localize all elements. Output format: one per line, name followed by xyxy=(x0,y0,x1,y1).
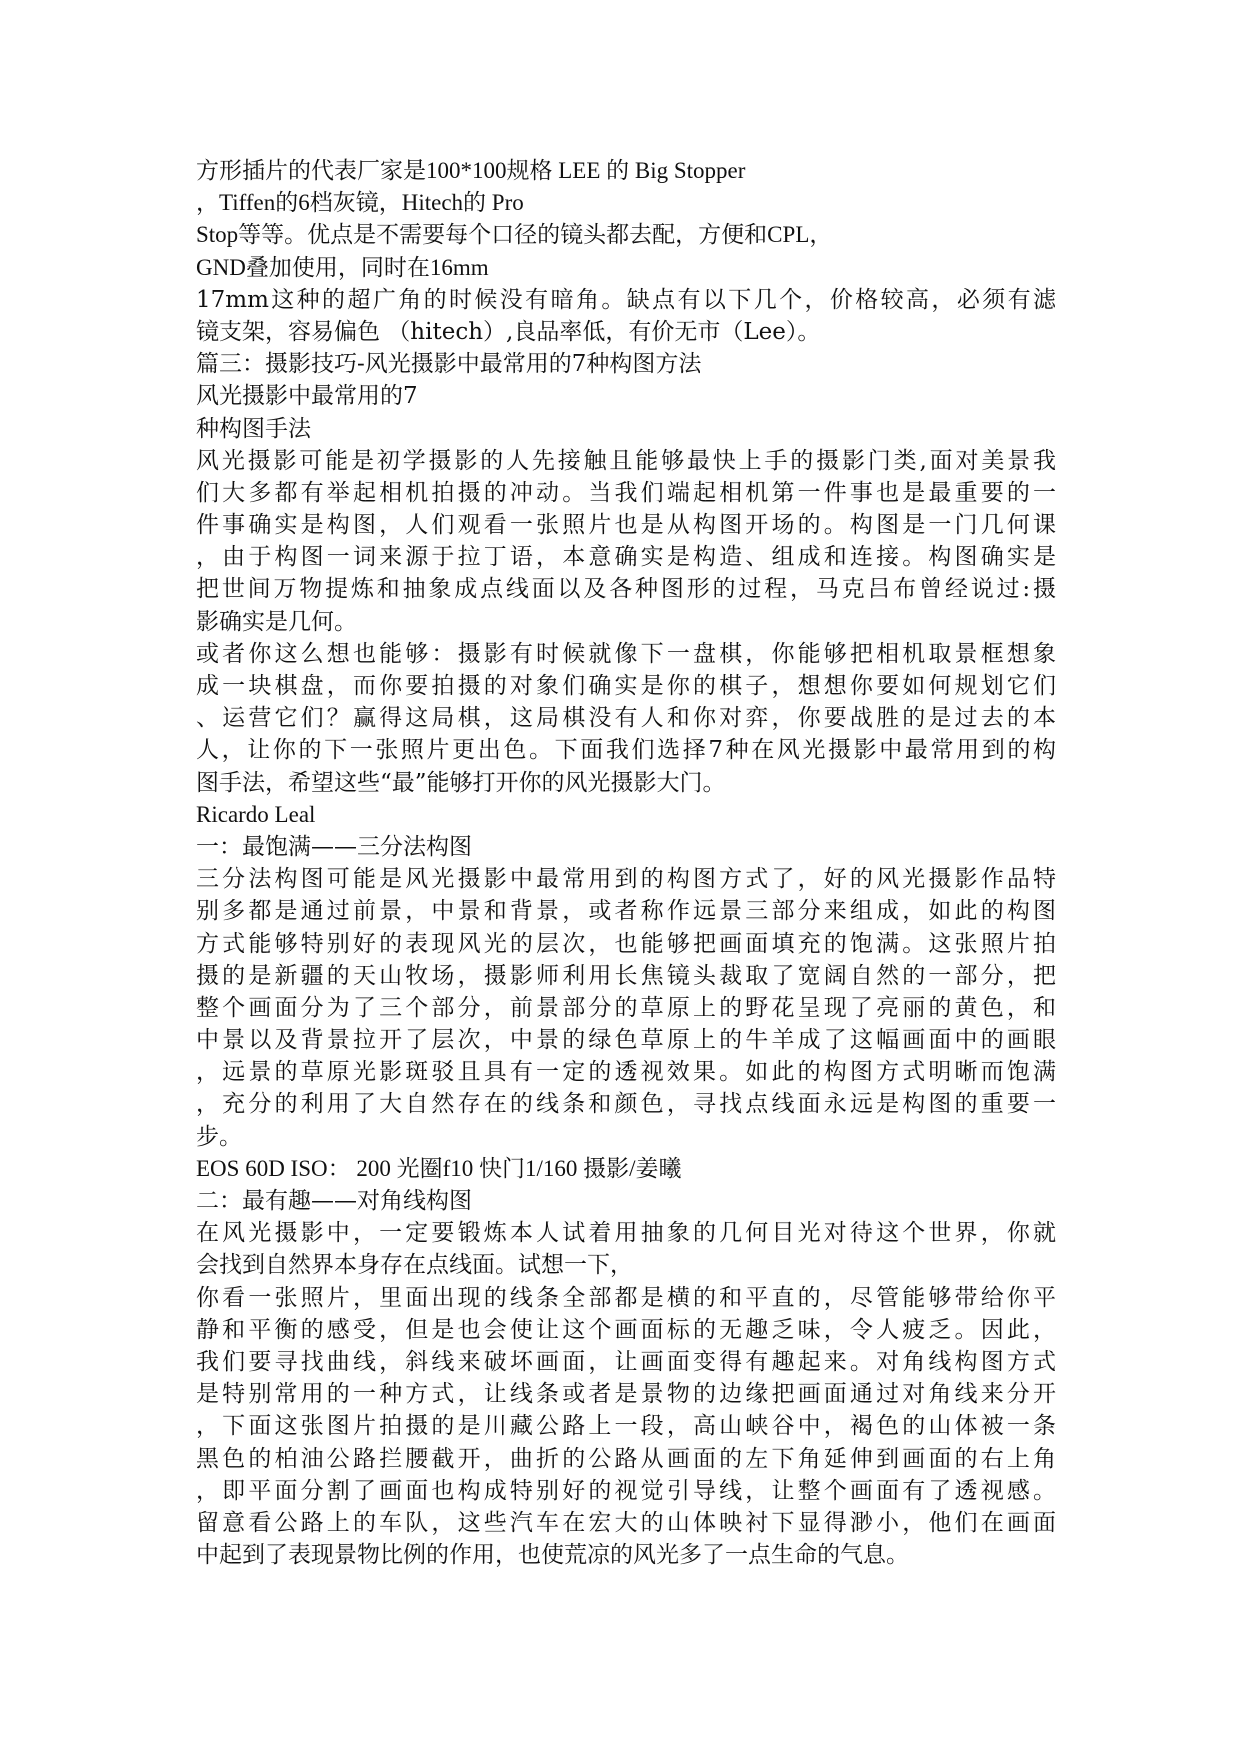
text-line: 黑色的柏油公路拦腰截开，曲折的公路从画面的左下角延伸到画面的右上角 xyxy=(196,1445,1056,1472)
text-line: 是特别常用的一种方式，让线条或者是景物的边缘把画面通过对角线来分开 xyxy=(196,1381,1056,1408)
text-line: 镜支架，容易偏色 （hitech）,良品率低，有价无市（Lee）。 xyxy=(196,318,821,345)
text-line: 风光摄影可能是初学摄影的人先接触且能够最快上手的摄影门类,面对美景我 xyxy=(196,447,1056,474)
text-line: 中景以及背景拉开了层次，中景的绿色草原上的牛羊成了这幅画面中的画眼 xyxy=(196,1027,1056,1054)
text-line: 17mm这种的超广角的时候没有暗角。缺点有以下几个，价格较高，必须有滤 xyxy=(196,286,1056,313)
text-line: 影确实是几何。 xyxy=(196,608,357,635)
text-line: ，充分的利用了大自然存在的线条和颜色，寻找点线面永远是构图的重要一 xyxy=(196,1091,1056,1118)
text-line: 件事确实是构图，人们观看一张照片也是从构图开场的。构图是一门几何课 xyxy=(196,512,1056,539)
text-line: 把世间万物提炼和抽象成点线面以及各种图形的过程，马克吕布曾经说过:摄 xyxy=(196,576,1056,603)
text-line: Stop等等。优点是不需要每个口径的镜头都去配，方便和CPL， xyxy=(196,222,833,248)
text-line: 中起到了表现景物比例的作用，也使荒凉的风光多了一点生命的气息。 xyxy=(196,1542,909,1569)
text-line: 方形插片的代表厂家是100*100规格 LEE 的 Big Stopper xyxy=(196,158,746,183)
text-line: 静和平衡的感受，但是也会使让这个画面标的无趣乏味，令人疲乏。因此， xyxy=(196,1316,1056,1343)
text-line: 人，让你的下一张照片更出色。下面我们选择7种在风光摄影中最常用到的构 xyxy=(196,737,1056,764)
text-line: 步。 xyxy=(196,1123,242,1150)
text-line: 种构图手法 xyxy=(196,415,311,442)
text-line: Ricardo Leal xyxy=(196,801,316,827)
text-line: 成一块棋盘，而你要拍摄的对象们确实是你的棋子，想想你要如何规划它们 xyxy=(196,673,1056,699)
text-line: 们大多都有举起相机拍摄的冲动。当我们端起相机第一件事也是最重要的一 xyxy=(196,479,1056,506)
text-line: 或者你这么想也能够：摄影有时候就像下一盘棋，你能够把相机取景框想象 xyxy=(196,640,1056,667)
section-heading: 篇三：摄影技巧-风光摄影中最常用的7种构图方法 xyxy=(196,351,702,378)
section-heading: 二：最有趣——对角线构图 xyxy=(196,1188,472,1214)
text-line: ，下面这张图片拍摄的是川藏公路上一段，高山峡谷中，褐色的山体被一条 xyxy=(196,1413,1056,1440)
text-line: 留意看公路上的车队，这些汽车在宏大的山体映衬下显得渺小，他们在画面 xyxy=(196,1509,1056,1536)
document-body xyxy=(196,155,1056,1571)
text-line: 、运营它们？赢得这局棋，这局棋没有人和你对弈，你要战胜的是过去的本 xyxy=(196,705,1056,732)
text-line: 会找到自然界本身存在点线面。试想一下， xyxy=(196,1252,633,1279)
text-line: 图手法，希望这些“最”能够打开你的风光摄影大门。 xyxy=(196,769,726,796)
text-line: 风光摄影中最常用的7 xyxy=(196,383,418,410)
text-line: 方式能够特别好的表现风光的层次，也能够把画面填充的饱满。这张照片拍 xyxy=(196,930,1056,957)
text-line: ，由于构图一词来源于拉丁语，本意确实是构造、组成和连接。构图确实是 xyxy=(196,544,1056,571)
text-line: ，远景的草原光影斑驳且具有一定的透视效果。如此的构图方式明晰而饱满 xyxy=(196,1059,1056,1086)
text-line: 你看一张照片，里面出现的线条全部都是横的和平直的，尽管能够带给你平 xyxy=(196,1284,1056,1311)
text-line: ，即平面分割了画面也构成特别好的视觉引导线，让整个画面有了透视感。 xyxy=(196,1477,1056,1504)
text-line: 我们要寻找曲线，斜线来破坏画面，让画面变得有趣起来。对角线构图方式 xyxy=(196,1348,1056,1375)
caption-line: EOS 60D ISO： 200 光圈f10 快门1/160 摄影/姜曦 xyxy=(196,1155,682,1181)
text-line: 别多都是通过前景，中景和背景，或者称作远景三部分来组成，如此的构图 xyxy=(196,898,1056,925)
text-line: GND叠加使用，同时在16mm xyxy=(196,254,489,280)
text-line: 三分法构图可能是风光摄影中最常用到的构图方式了，好的风光摄影作品特 xyxy=(196,866,1056,893)
section-heading: 一：最饱满——三分法构图 xyxy=(196,833,472,860)
text-line: 在风光摄影中，一定要锻炼本人试着用抽象的几何目光对待这个世界，你就 xyxy=(196,1220,1056,1247)
text-line: 整个画面分为了三个部分，前景部分的草原上的野花呈现了亮丽的黄色，和 xyxy=(196,994,1056,1021)
text-line: 摄的是新疆的天山牧场，摄影师利用长焦镜头裁取了宽阔自然的一部分，把 xyxy=(196,962,1056,989)
text-line: ，Tiffen的6档灰镜，Hitech的 Pro xyxy=(196,190,524,216)
